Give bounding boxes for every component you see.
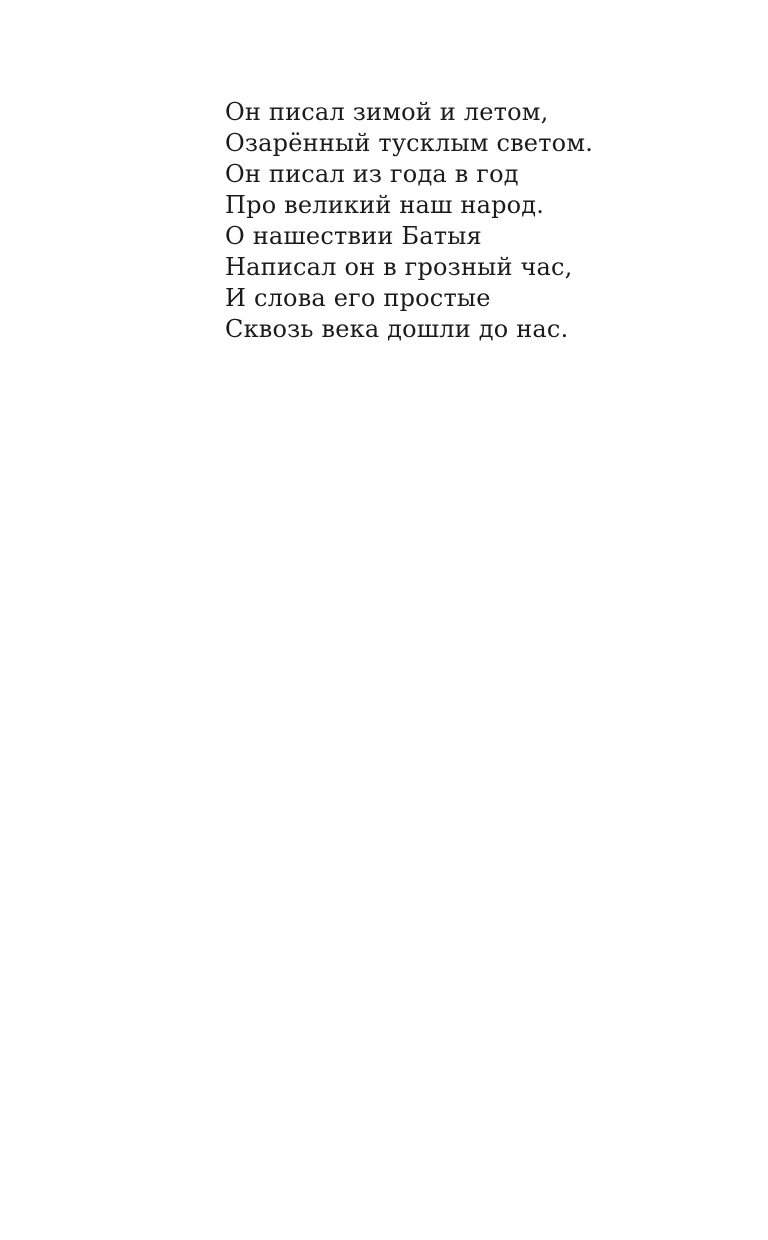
poem-line: Он писал из года в год — [225, 160, 519, 188]
poem-line: И слова его простые — [225, 284, 491, 312]
poem-line: Написал он в грозный час, — [225, 253, 573, 281]
poem-line: Сквозь века дошли до нас. — [225, 315, 569, 343]
poem-line: Озарённый тусклым светом. — [225, 129, 594, 157]
poem-line: О нашествии Батыя — [225, 222, 482, 250]
poem-stanza — [225, 97, 593, 345]
poem-line: Про великий наш народ. — [225, 191, 545, 219]
poem-line: Он писал зимой и летом, — [225, 98, 549, 126]
